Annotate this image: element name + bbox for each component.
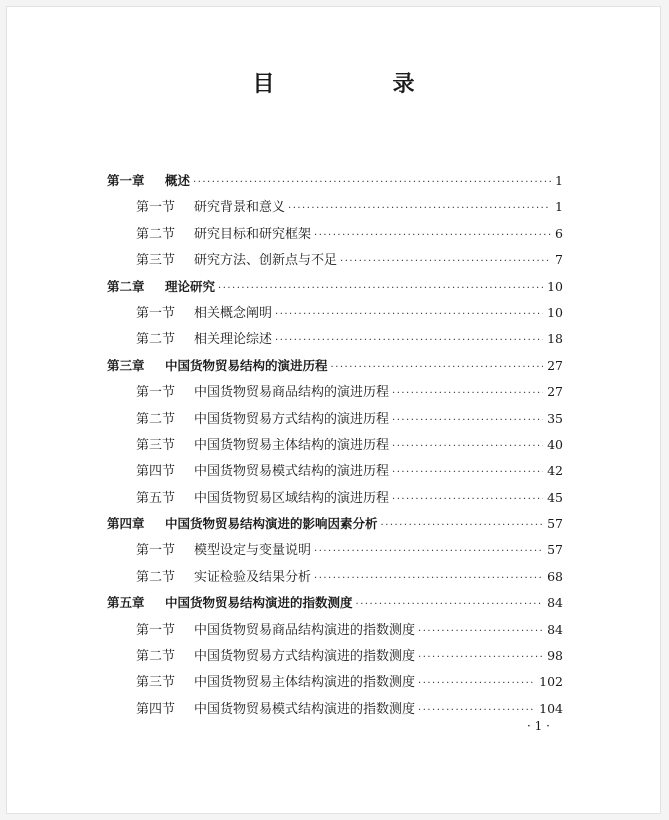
toc-section-entry[interactable] <box>107 194 563 220</box>
dot-leader <box>392 487 543 513</box>
toc-section-entry[interactable] <box>107 379 563 405</box>
toc-entry-number: 第一节 <box>136 622 176 638</box>
toc-entry-number: 第五节 <box>136 490 176 506</box>
toc-entry-page-number: 35 <box>547 410 563 426</box>
toc-entry-title: 中国货物贸易方式结构的演进历程 <box>194 411 390 427</box>
toc-entry-number: 第一节 <box>136 305 176 321</box>
toc-entry-title: 中国货物贸易主体结构演进的指数测度 <box>194 675 416 691</box>
dot-leader <box>418 671 535 697</box>
toc-section-entry[interactable] <box>107 669 563 695</box>
dot-leader <box>331 355 544 381</box>
toc-entry-page-number: 104 <box>539 700 563 716</box>
toc-entry-title: 中国货物贸易模式结构演进的指数测度 <box>194 701 416 717</box>
toc-entry-title: 理论研究 <box>165 278 216 294</box>
toc-entry-title: 研究目标和研究框架 <box>194 226 312 242</box>
toc-entry-title: 相关概念阐明 <box>194 305 273 321</box>
dot-leader <box>288 196 551 222</box>
toc-entry-page-number: 7 <box>555 252 563 268</box>
toc-entry-number: 第二节 <box>136 411 176 427</box>
toc-chapter-entry[interactable] <box>107 168 563 194</box>
dot-leader <box>314 539 543 565</box>
toc-section-entry[interactable] <box>107 326 563 352</box>
toc-entry-title: 中国货物贸易结构演进的指数测度 <box>165 595 353 611</box>
toc-entry-number: 第二节 <box>136 569 176 585</box>
toc-entry-title: 模型设定与变量说明 <box>194 543 312 559</box>
toc-entry-page-number: 57 <box>547 542 563 558</box>
toc-entry-page-number: 10 <box>547 278 563 294</box>
toc-section-entry[interactable] <box>107 458 563 484</box>
toc-section-entry[interactable] <box>107 300 563 326</box>
toc-entry-page-number: 84 <box>547 621 563 637</box>
toc-entry-page-number: 84 <box>547 595 563 611</box>
toc-entry-title: 中国货物贸易商品结构演进的指数测度 <box>194 622 416 638</box>
toc-chapter-entry[interactable] <box>107 274 563 300</box>
toc-entry-title: 实证检验及结果分析 <box>194 569 312 585</box>
toc-entry-title: 研究背景和意义 <box>194 200 286 216</box>
dot-leader <box>275 328 543 354</box>
toc-entry-page-number: 98 <box>547 648 563 664</box>
toc-entry-page-number: 27 <box>547 384 563 400</box>
table-of-contents <box>107 168 563 722</box>
toc-entry-title: 中国货物贸易主体结构的演进历程 <box>194 437 390 453</box>
dot-leader <box>392 408 543 434</box>
document-page <box>6 6 661 814</box>
toc-section-entry[interactable] <box>107 643 563 669</box>
toc-chapter-entry[interactable] <box>107 353 563 379</box>
toc-entry-number: 第三节 <box>136 675 176 691</box>
toc-section-entry[interactable] <box>107 432 563 458</box>
toc-entry-title: 中国货物贸易方式结构演进的指数测度 <box>194 649 416 665</box>
toc-entry-page-number: 102 <box>539 674 563 690</box>
toc-entry-page-number: 40 <box>547 436 563 452</box>
toc-entry-page-number: 42 <box>547 463 563 479</box>
toc-section-entry[interactable] <box>107 485 563 511</box>
toc-entry-page-number: 57 <box>547 516 563 532</box>
toc-section-entry[interactable] <box>107 617 563 643</box>
dot-leader <box>418 645 543 671</box>
toc-entry-number: 第三节 <box>136 253 176 269</box>
dot-leader <box>418 619 543 645</box>
toc-entry-number: 第四节 <box>136 464 176 480</box>
toc-entry-title: 中国货物贸易结构演进的影响因素分析 <box>165 516 378 532</box>
dot-leader <box>356 592 544 618</box>
toc-entry-number: 第一节 <box>136 385 176 401</box>
page-title: 目 录 <box>252 72 463 97</box>
dot-leader <box>193 170 551 196</box>
toc-section-entry[interactable] <box>107 696 563 722</box>
dot-leader <box>418 698 535 724</box>
toc-section-entry[interactable] <box>107 221 563 247</box>
toc-entry-title: 相关理论综述 <box>194 332 273 348</box>
page-number-footer: · 1 · <box>527 719 550 733</box>
toc-entry-number: 第五章 <box>107 595 145 611</box>
dot-leader <box>392 460 543 486</box>
dot-leader <box>314 566 543 592</box>
dot-leader <box>340 249 551 275</box>
toc-entry-page-number: 1 <box>555 173 563 188</box>
toc-entry-number: 第三章 <box>107 357 145 373</box>
toc-entry-number: 第二章 <box>107 278 145 294</box>
toc-entry-title: 中国货物贸易结构的演进历程 <box>165 357 328 373</box>
toc-chapter-entry[interactable] <box>107 590 563 616</box>
toc-entry-title: 中国货物贸易模式结构的演进历程 <box>194 464 390 480</box>
toc-entry-number: 第二节 <box>136 332 176 348</box>
toc-section-entry[interactable] <box>107 537 563 563</box>
toc-entry-page-number: 18 <box>547 331 563 347</box>
toc-chapter-entry[interactable] <box>107 511 563 537</box>
toc-entry-page-number: 27 <box>547 357 563 373</box>
dot-leader <box>275 302 543 328</box>
dot-leader <box>392 434 543 460</box>
dot-leader <box>218 276 543 302</box>
toc-entry-number: 第二节 <box>136 226 176 242</box>
toc-entry-page-number: 45 <box>547 489 563 505</box>
toc-entry-title: 中国货物贸易商品结构的演进历程 <box>194 385 390 401</box>
dot-leader <box>392 381 543 407</box>
toc-section-entry[interactable] <box>107 406 563 432</box>
toc-section-entry[interactable] <box>107 564 563 590</box>
toc-entry-number: 第一章 <box>107 173 145 188</box>
toc-entry-page-number: 10 <box>547 304 563 320</box>
toc-entry-number: 第二节 <box>136 649 176 665</box>
toc-entry-page-number: 6 <box>555 225 563 241</box>
dot-leader <box>314 223 551 249</box>
toc-entry-number: 第一节 <box>136 543 176 559</box>
toc-section-entry[interactable] <box>107 247 563 273</box>
toc-entry-title: 研究方法、创新点与不足 <box>194 253 338 269</box>
toc-entry-number: 第一节 <box>136 200 176 216</box>
toc-entry-title: 中国货物贸易区域结构的演进历程 <box>194 490 390 506</box>
toc-entry-number: 第三节 <box>136 437 176 453</box>
toc-entry-number: 第四章 <box>107 516 145 532</box>
toc-entry-number: 第四节 <box>136 701 176 717</box>
toc-entry-page-number: 1 <box>555 199 563 215</box>
toc-entry-page-number: 68 <box>547 568 563 584</box>
toc-entry-title: 概述 <box>165 173 191 188</box>
dot-leader <box>381 513 544 539</box>
